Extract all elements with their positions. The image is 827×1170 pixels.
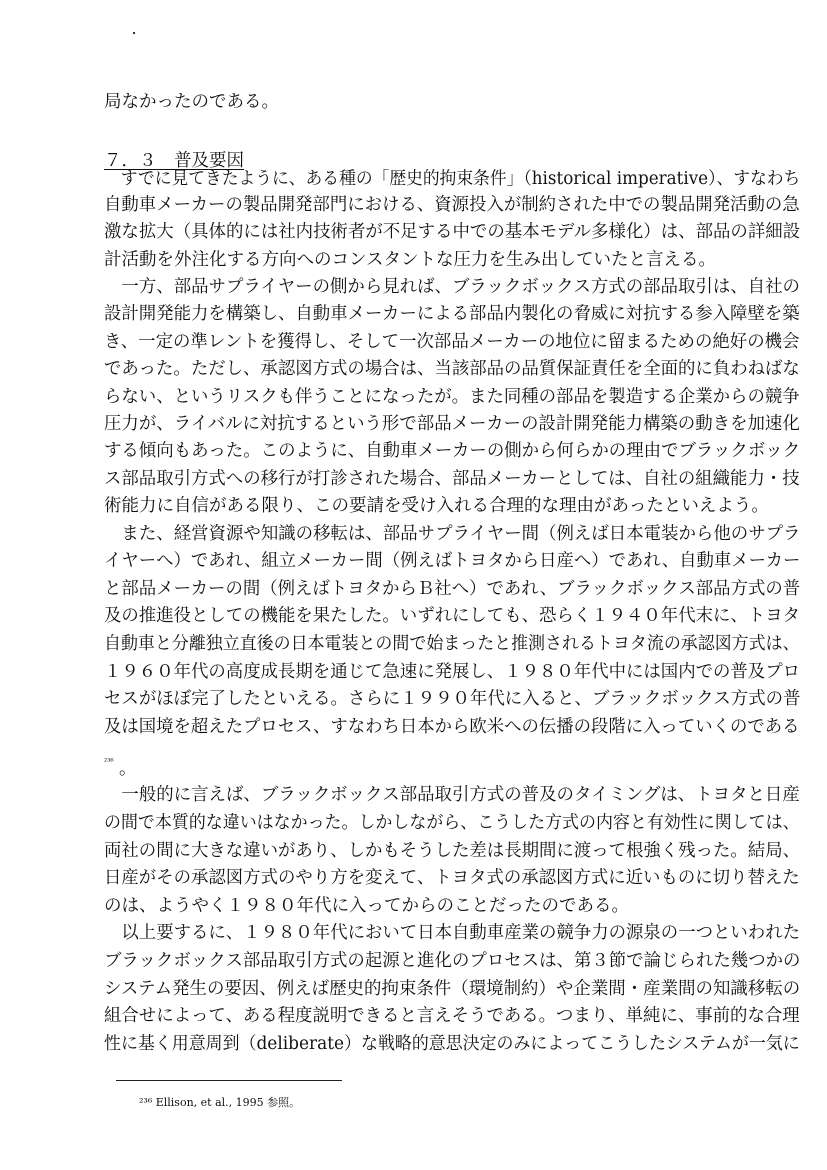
section-heading: ７．３ 普及要因 [104, 151, 244, 171]
body-line: システム発生の要因、例えば歴史的拘束条件（環境制約）や企業間・産業間の知識移転の [104, 979, 801, 999]
body-line: １９６０年代の高度成長期を通じて急速に発展し、１９８０年代中には国内での普及プロ [104, 662, 801, 682]
body-line: する傾向もあった。このように、自動車メーカーの側から何らかの理由でブラックボック [104, 441, 801, 461]
body-line: 性に基く用意周到（deliberate）な戦略的意思決定のみによってこうしたシステムが一気に [104, 1034, 800, 1054]
footnote-text: ²³⁶ Ellison, et al., 1995 参照。 [139, 1096, 301, 1109]
body-line: の間で本質的な違いはなかった。しかしながら、こうした方式の内容と有効性に関しては、 [104, 813, 800, 833]
body-line: ス部品取引方式への移行が打診された場合、部品メーカーとしては、自社の組織能力・技 [104, 469, 800, 489]
body-line: 自動車と分離独立直後の日本電装との間で始まったと推測されるトヨタ流の承認図方式は、 [104, 634, 800, 654]
body-line: らない、というリスクも伴うことになったが。また同種の部品を製造する企業からの競争 [104, 387, 800, 407]
body-line: 激な拡大（具体的には社内技術者が不足する中での基本モデル多様化）は、部品の詳細設 [104, 222, 801, 242]
body-line: 及の推進役としての機能を果たした。いずれにしても、恐らく１９４０年代末に、トヨタ [104, 606, 801, 626]
body-line-period: 。 [119, 759, 137, 779]
body-line: 及は国境を超えたプロセス、すなわち日本から欧米への伝播の段階に入っていくのである [104, 717, 800, 737]
body-line: すでに見てきたように、ある種の「歴史的拘束条件」（historical imperative）、すなわち [104, 169, 801, 189]
body-line: 計活動を外注化する方向へのコンスタントな圧力を生み出していたと言える。 [104, 250, 716, 270]
body-line: 術能力に自信がある限り、この要請を受け入れる合理的な理由があったといえよう。 [104, 496, 769, 516]
body-line: と部品メーカーの間（例えばトヨタからＢ社へ）であれ、ブラックボックス部品方式の普 [104, 579, 801, 599]
body-line: セスがほぼ完了したといえる。さらに１９９０年代に入ると、ブラックボックス方式の普 [104, 689, 801, 709]
footnote-divider [116, 1080, 342, 1081]
body-line: 自動車メーカーの製品開発部門における、資源投入が制約された中での製品開発活動の急 [104, 195, 800, 215]
body-line: 以上要するに、１９８０年代において日本自動車産業の競争力の源泉の一つといわれた [104, 923, 801, 943]
body-line: 設計開発能力を構築し、自動車メーカーによる部品内製化の脅威に対抗する参入障壁を築 [104, 304, 800, 324]
body-line: イヤーへ）であれ、組立メーカー間（例えばトヨタから日産へ）であれ、自動車メーカー [104, 551, 801, 571]
body-line: 組合せによって、ある程度説明できると言えそうである。つまり、単純に、事前的な合理 [104, 1006, 800, 1026]
body-line: のは、ようやく１９８０年代に入ってからのことだったのである。 [104, 896, 629, 916]
body-line: 圧力が、ライバルに対抗するという形で部品メーカーの設計開発能力構築の動きを加速化 [104, 414, 800, 434]
text-line-top: 局なかったのである。 [104, 92, 279, 112]
body-line: 日産がその承認図方式のやり方を変えて、トヨタ式の承認図方式に近いものに切り替えた [104, 868, 800, 888]
body-line: ブラックボックス部品取引方式の起源と進化のプロセスは、第３節で論じられた幾つかの [104, 951, 801, 971]
body-line: き、一定の準レントを獲得し、そして一次部品メーカーの地位に留まるための絶好の機会 [104, 332, 800, 352]
body-line: 一方、部品サプライヤーの側から見れば、ブラックボックス方式の部品取引は、自社の [104, 277, 800, 297]
body-line: 両社の間に大きな違いがあり、しかもそうした差は長期間に渡って根強く残った。結局、 [104, 841, 801, 861]
footnote-marker: ²³⁶ [104, 757, 114, 766]
body-line: であった。ただし、承認図方式の場合は、当該部品の品質保証責任を全面的に負わねばな [104, 359, 800, 379]
body-line: また、経営資源や知識の移転は、部品サプライヤー間（例えば日本電装から他のサプラ [104, 524, 801, 544]
scan-mark [133, 32, 135, 34]
body-line: 一般的に言えば、ブラックボックス部品取引方式の普及のタイミングは、トヨタと日産 [104, 785, 800, 805]
